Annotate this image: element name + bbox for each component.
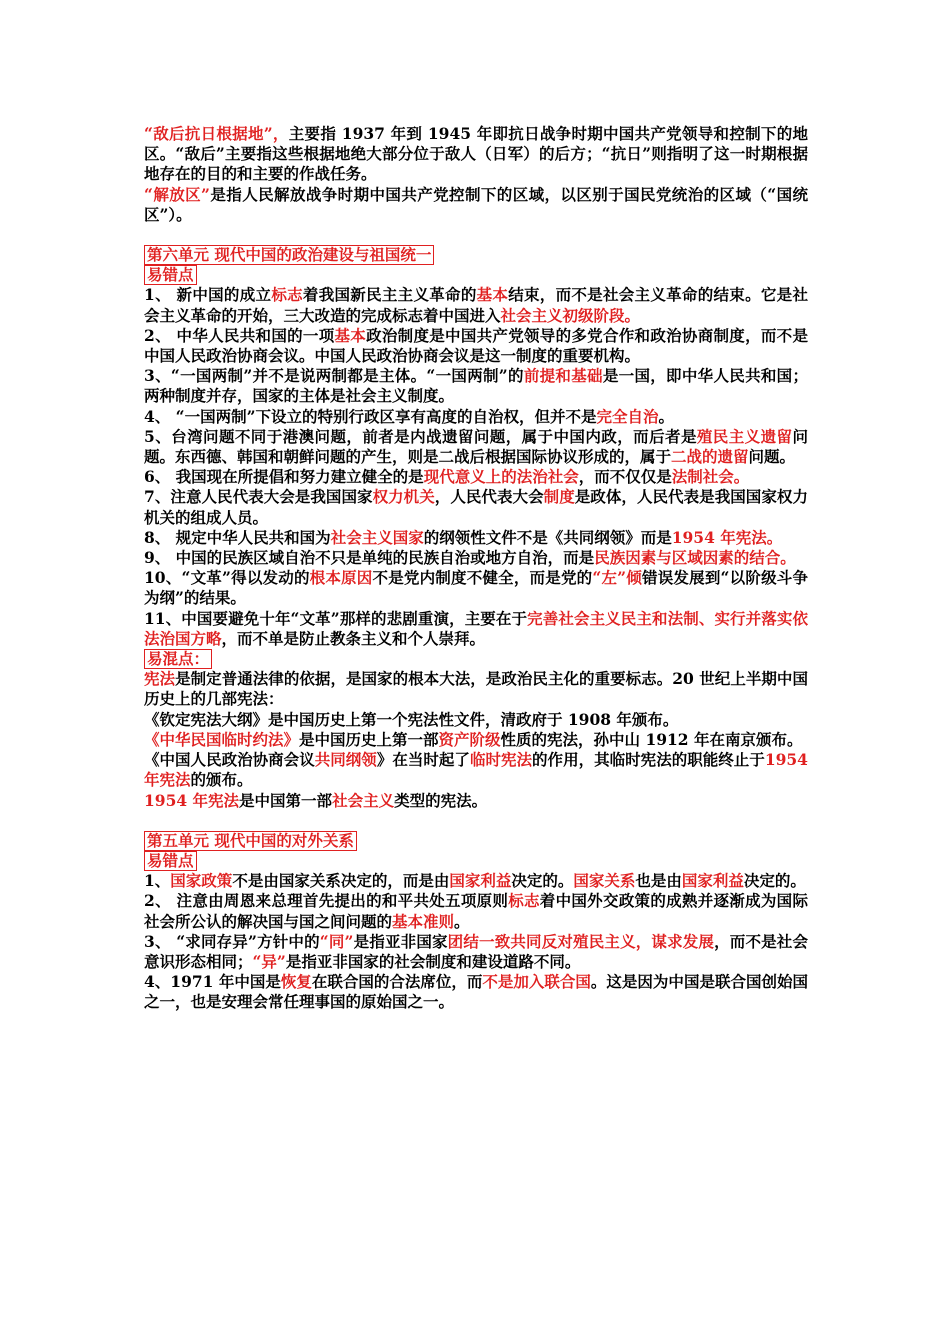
highlight-text: 标志 [271,285,303,305]
text-run: 4、1971 年中国是 [144,972,281,992]
text-run: 不是由国家关系决定的，而是由 [232,871,450,891]
text-run: 问题。东西德、韩国和朝鲜问题的产生，则是二战后根据国际协议形成的，属于 [144,426,808,467]
highlight-text: “异” [252,951,286,971]
text-run: 着我国新民主主义革命的 [302,285,477,305]
highlight-text: 二战的遗留 [671,447,749,467]
highlight-text: 1954 年宪法 [144,790,240,810]
paragraph [144,285,808,325]
paragraph [144,972,808,1012]
text-run: 类型的宪法。 [394,790,488,810]
text-run: 2、 注意由周恩来总理首先提出的和平共处五项原则 [144,891,509,911]
highlight-text: “敌后抗日根据地”， [144,124,289,143]
unit5-errors-list [144,871,808,1012]
highlight-text: 制度 [543,487,575,507]
text-run: ，而不是社会意识形态相同； [144,931,808,971]
text-run: 。 [658,406,675,426]
text-run: 决定的。 [743,871,806,891]
highlight-text: “同” [319,931,354,951]
highlight-text: 1954 年宪法 [144,750,808,790]
text-run: 也是由 [635,871,682,891]
text-run: 的作用，其临时宪法的职能终止于 [532,750,765,770]
paragraph [144,124,808,185]
paragraph [144,791,808,811]
highlight-text: 《中华民国临时约法》 [144,729,300,749]
text-run: 是指亚非国家的社会制度和建设道路不同。 [285,951,581,971]
text-run: 性质的宪法，孙中山 1912 年在南京颁布。 [500,729,803,749]
highlight-text: 标志 [508,891,540,911]
text-run: 主要指 1937 年到 1945 年即抗日战争时期中国共产党领导和控制下的地区。“敌后”主要指这些根据地绝大部分位于敌人（日军）的后方；“抗日”则指明了这一时期根据地存在的目的和主要的作战任务。 [144,124,808,184]
text-run: 是指亚非国家 [353,931,448,951]
text-run: 8、 规定中华人民共和国为 [144,527,331,547]
paragraph [144,487,808,527]
highlight-text: 殖民主义遗留 [696,426,793,446]
text-run: 4、 “一国两制”下设立的特别行政区享有高度的自治权，但并不是 [144,406,597,426]
text-run: 。 [454,911,470,931]
highlight-text: 国家关系 [573,871,636,891]
text-run: 错误发展到“以阶级斗争为纲”的结果。 [144,568,808,608]
highlight-text: 共同纲领 [314,750,377,770]
highlight-text: 团结一致共同反对殖民主义，谋求发展 [447,931,715,951]
highlight-text: 临时宪法 [469,750,533,770]
text-run: 的纲领性文件不是《共同纲领》而是 [423,527,672,547]
text-run: ，而不单是防止教条主义和个人崇拜。 [221,628,486,648]
text-run: 9、 中国的民族区域自治不只是单纯的民族自治或地方自治，而是 [144,548,595,568]
highlight-text: 权力机关 [372,487,435,507]
unit5-errors-label: 易错点 [144,851,197,871]
highlight-text: 国家利益 [449,871,512,891]
paragraph [144,407,808,427]
paragraph [144,528,808,548]
text-run: 决定的。 [511,871,574,891]
text-run: 2、 中华人民共和国的一项 [144,325,335,345]
text-run: ，人民代表大会 [434,487,544,507]
intro-section [144,124,808,225]
highlight-text: 国家利益 [681,871,744,891]
paragraph [144,669,808,709]
highlight-text: 前提和基础 [523,366,603,386]
highlight-text: “左”倾 [592,568,643,588]
text-run: 5、台湾问题不同于港澳问题，前者是内战遗留问题，属于中国内政，而后者是 [144,426,697,446]
paragraph [144,467,808,487]
paragraph [144,568,808,608]
unit6-confuse-list [144,669,808,810]
paragraph [144,326,808,366]
text-run: 不是党内制度不健全，而是党的 [372,568,593,588]
text-run: 着中国外交政策的成熟并逐渐成为国际社会所公认的解决国与国之间问题的 [144,891,808,931]
text-run: ，而不仅仅是 [578,467,672,487]
paragraph [144,185,808,225]
spacer [144,225,808,245]
text-run: 问题。 [748,447,796,467]
highlight-text: 1954 年宪法。 [671,527,783,547]
highlight-text: 不是加入联合国 [482,972,591,992]
paragraph [144,891,808,931]
highlight-text: 国家政策 [170,871,233,891]
unit6-title: 第六单元 现代中国的政治建设与祖国统一 [144,245,434,265]
text-run: 在联合国的合法席位，而 [311,972,483,992]
paragraph [144,427,808,467]
text-run: 11、中国要避免十年“文革”那样的悲剧重演，主要在于 [144,608,528,628]
unit6-confuse-label: 易混点： [144,649,212,669]
paragraph [144,730,808,750]
unit6-errors-list [144,285,808,649]
highlight-text: 基本准则 [392,911,455,931]
paragraph [144,710,808,730]
text-run: 是一国，即中华人民共和国；两种制度并存，国家的主体是社会主义制度。 [144,366,808,406]
spacer [144,811,808,831]
paragraph [144,871,808,891]
highlight-text: 社会主义 [332,790,395,810]
text-run: 《中国人民政治协商会议 [144,750,315,770]
text-run: 是指人民解放战争时期中国共产党控制下的区域，以区别于国民党统治的区域（“国统区”）。 [144,184,808,224]
unit6-section [144,245,808,811]
text-run: 的颁布。 [190,770,253,790]
unit5-title: 第五单元 现代中国的对外关系 [144,831,357,851]
paragraph [144,750,808,790]
text-run: 是政体，人民代表是我国国家权力机关的组成人员。 [144,487,808,527]
unit5-section [144,831,808,1013]
text-run: 10、“文革”得以发动的 [144,568,310,588]
highlight-text: 完全自治 [596,406,659,426]
text-run: 。这是因为中国是联合国创始国之一，也是安理会常任理事国的原始国之一。 [144,972,808,1012]
text-run: 1、 新中国的成立 [144,285,272,305]
highlight-text: 社会主义国家 [330,527,424,547]
text-run: 6、 我国现在所提倡和努力建立健全的是 [144,467,424,487]
text-run: 政治制度是中国共产党领导的多党合作和政治协商制度，而不是中国人民政治协商会议。中国人民政治协商会议是这一制度的重要机构。 [144,325,808,366]
highlight-text: 现代意义上的法治社会 [423,467,579,487]
highlight-text: 资产阶级 [438,729,501,749]
paragraph [144,932,808,972]
highlight-text: 社会主义初级阶段。 [500,305,641,325]
highlight-text: 民族因素与区域因素的结合。 [594,548,796,568]
highlight-text: 基本 [476,285,509,305]
text-run: 是中国历史上第一部 [299,729,439,749]
paragraph [144,609,808,649]
document-page [144,124,808,1013]
highlight-text: “解放区” [144,184,210,204]
highlight-text: 根本原因 [309,568,373,588]
highlight-text: 宪法 [144,669,176,689]
text-run: 》在当时起了 [376,750,470,770]
text-run: 3、“一国两制”并不是说两制都是主体。“一国两制”的 [144,366,524,386]
highlight-text: 法制社会。 [671,467,750,487]
highlight-text: 基本 [334,325,367,345]
highlight-text: 完善社会主义民主和法制、实行并落实依法治国方略 [144,608,808,648]
text-run: 1、 [144,871,171,891]
text-run: 3、 “求同存异”方针中的 [144,931,320,951]
paragraph [144,366,808,406]
text-run: 《钦定宪法大纲》是中国历史上第一个宪法性文件，清政府于 1908 年颁布。 [144,709,679,729]
paragraph [144,548,808,568]
text-run: 结束，而不是社会主义革命的结束。它是社会主义革命的开始，三大改造的完成标志着中国进入 [144,285,808,325]
text-run: 是中国第一部 [239,790,333,810]
text-run: 7、注意人民代表大会是我国国家 [144,487,373,507]
unit6-errors-label: 易错点 [144,265,197,285]
highlight-text: 恢复 [280,972,312,992]
text-run: 是制定普通法律的依据，是国家的根本大法，是政治民主化的重要标志。20 世纪上半期中国历史上的几部宪法： [144,669,808,709]
